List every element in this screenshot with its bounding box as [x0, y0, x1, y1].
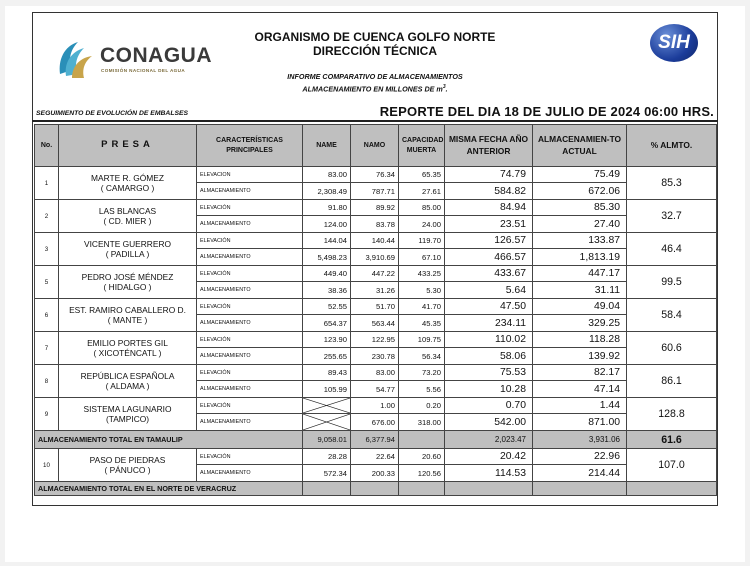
name-value: 654.37: [303, 315, 351, 332]
dam-name: PASO DE PIEDRAS ( PÁNUCO ): [59, 449, 197, 482]
dam-name: VICENTE GUERRERO ( PADILLA ): [59, 233, 197, 266]
pct-value: 85.3: [627, 167, 717, 200]
anterior-value: 74.79: [445, 167, 533, 183]
namo-value: 54.77: [351, 381, 399, 398]
dam-name: EST. RAMIRO CABALLERO D. ( MANTE ): [59, 299, 197, 332]
units-title: ALMACENAMIENTO EN MILLONES DE $m^3$.: [302, 84, 448, 94]
muerta-value: 45.35: [399, 315, 445, 332]
table-row: [35, 365, 717, 381]
total-pct: 61.6: [627, 431, 717, 449]
total-tamaulipas-row: [35, 431, 717, 449]
col-anterior: MISMA FECHA AÑO ANTERIOR: [445, 125, 533, 167]
name-value: 89.43: [303, 365, 351, 381]
total-anterior: 2,023.47: [445, 431, 533, 449]
anterior-value: 10.28: [445, 381, 533, 398]
anterior-value: 234.11: [445, 315, 533, 332]
total-muerta-empty: [399, 431, 445, 449]
namo-value: 3,910.69: [351, 249, 399, 266]
actual-value: 85.30: [533, 200, 627, 216]
total-label: ALMACENAMIENTO TOTAL EN TAMAULIP: [35, 431, 303, 449]
dam-name: EMILIO PORTES GIL ( XICOTÉNCATL ): [59, 332, 197, 365]
table-row: [35, 200, 717, 216]
sih-logo: [648, 24, 700, 64]
muerta-value: 5.30: [399, 282, 445, 299]
row-kind: ALMACENAMIENTO: [197, 282, 303, 299]
pct-value: 60.6: [627, 332, 717, 365]
muerta-value: 109.75: [399, 332, 445, 348]
name-value: 449.40: [303, 266, 351, 282]
actual-value: 118.28: [533, 332, 627, 348]
anterior-value: 433.67: [445, 266, 533, 282]
anterior-value: 58.06: [445, 348, 533, 365]
dam-name: PEDRO JOSÉ MÉNDEZ ( HIDALGO ): [59, 266, 197, 299]
namo-value: 200.33: [351, 465, 399, 482]
namo-value: 1.00: [351, 398, 399, 414]
actual-value: 672.06: [533, 183, 627, 200]
col-namo: NAMO: [351, 125, 399, 167]
namo-value: 563.44: [351, 315, 399, 332]
name-value: 123.90: [303, 332, 351, 348]
row-kind: ELEVACIÓN: [197, 365, 303, 381]
table-row: [35, 233, 717, 249]
row-kind: ALMACENAMIENTO: [197, 315, 303, 332]
col-capacidad-muerta: CAPACIDAD MUERTA: [399, 125, 445, 167]
actual-value: 447.17: [533, 266, 627, 282]
pct-value: 99.5: [627, 266, 717, 299]
col-name: NAME: [303, 125, 351, 167]
actual-value: 139.92: [533, 348, 627, 365]
report-date: REPORTE DEL DIA 18 DE JULIO DE 2024 06:00 HRS.: [379, 104, 714, 119]
dam-name: LAS BLANCAS ( CD. MIER ): [59, 200, 197, 233]
dam-no: 8: [35, 365, 59, 398]
namo-value: 787.71: [351, 183, 399, 200]
namo-value: 447.22: [351, 266, 399, 282]
actual-value: 82.17: [533, 365, 627, 381]
anterior-value: 466.57: [445, 249, 533, 266]
muerta-value: 41.70: [399, 299, 445, 315]
row-kind: ELEVACIÓN: [197, 332, 303, 348]
name-value: 83.00: [303, 167, 351, 183]
anterior-value: 75.53: [445, 365, 533, 381]
actual-value: 214.44: [533, 465, 627, 482]
actual-value: 871.00: [533, 414, 627, 431]
anterior-value: 47.50: [445, 299, 533, 315]
actual-value: 1.44: [533, 398, 627, 414]
namo-value: 22.64: [351, 449, 399, 465]
anterior-value: 84.94: [445, 200, 533, 216]
reservoir-table: [34, 124, 717, 496]
name-value: 255.65: [303, 348, 351, 365]
actual-value: 27.40: [533, 216, 627, 233]
org-title: ORGANISMO DE CUENCA GOLFO NORTE: [254, 30, 496, 44]
actual-value: 329.25: [533, 315, 627, 332]
table-header: [35, 125, 717, 167]
pct-value: 32.7: [627, 200, 717, 233]
muerta-value: 20.60: [399, 449, 445, 465]
dam-no: 6: [35, 299, 59, 332]
anterior-value: 0.70: [445, 398, 533, 414]
muerta-value: 56.34: [399, 348, 445, 365]
name-value: 52.55: [303, 299, 351, 315]
namo-value: 89.92: [351, 200, 399, 216]
name-value: 38.36: [303, 282, 351, 299]
row-kind: ELEVACIÓN: [197, 266, 303, 282]
muerta-value: 65.35: [399, 167, 445, 183]
anterior-value: 542.00: [445, 414, 533, 431]
anterior-value: 5.64: [445, 282, 533, 299]
muerta-value: 120.56: [399, 465, 445, 482]
col-no: No.: [35, 125, 59, 167]
name-value: 91.80: [303, 200, 351, 216]
anterior-value: 110.02: [445, 332, 533, 348]
dam-no: 3: [35, 233, 59, 266]
anterior-value: 20.42: [445, 449, 533, 465]
name-value: 105.99: [303, 381, 351, 398]
namo-value: 31.26: [351, 282, 399, 299]
anterior-value: 126.57: [445, 233, 533, 249]
actual-value: 49.04: [533, 299, 627, 315]
pct-value: 128.8: [627, 398, 717, 431]
row-kind: ELEVACIÓN: [197, 200, 303, 216]
section-label: SEGUIMIENTO DE EVOLUCIÓN DE EMBALSES: [36, 110, 189, 117]
namo-value: 140.44: [351, 233, 399, 249]
col-caracteristicas: CARACTERÍSTICAS PRINCIPALES: [197, 125, 303, 167]
total-veracruz-label: ALMACENAMIENTO TOTAL EN EL NORTE DE VERACRUZ: [35, 482, 303, 496]
actual-value: 75.49: [533, 167, 627, 183]
table-row: [35, 167, 717, 183]
actual-value: 47.14: [533, 381, 627, 398]
muerta-value: 5.56: [399, 381, 445, 398]
namo-value: 230.78: [351, 348, 399, 365]
anterior-value: 114.53: [445, 465, 533, 482]
dam-no: 9: [35, 398, 59, 431]
pct-value: 46.4: [627, 233, 717, 266]
row-kind: ALMACENAMIENTO: [197, 249, 303, 266]
name-value: 2,308.49: [303, 183, 351, 200]
row-kind: ELEVACIÓN: [197, 398, 303, 414]
row-kind: ALMACENAMIENTO: [197, 216, 303, 233]
name-value: 572.34: [303, 465, 351, 482]
namo-value: 76.34: [351, 167, 399, 183]
name-value: 5,498.23: [303, 249, 351, 266]
conagua-brand: CONAGUA: [100, 44, 212, 67]
table-row: [35, 449, 717, 465]
row-kind: ALMACENAMIENTO: [197, 183, 303, 200]
conagua-logo: [54, 36, 214, 86]
dam-no: 7: [35, 332, 59, 365]
report-title: INFORME COMPARATIVO DE ALMACENAMIENTOS: [287, 72, 463, 81]
row-kind: ALMACENAMIENTO: [197, 381, 303, 398]
header-divider: [32, 120, 718, 122]
table-row: [35, 299, 717, 315]
table-row: [35, 332, 717, 348]
conagua-wave-icon: [54, 36, 98, 80]
dam-no: 1: [35, 167, 59, 200]
namo-value: 122.95: [351, 332, 399, 348]
anterior-value: 23.51: [445, 216, 533, 233]
dam-no: 10: [35, 449, 59, 482]
name-empty: [303, 398, 351, 414]
total-name: 9,058.01: [303, 431, 351, 449]
dam-no: 2: [35, 200, 59, 233]
namo-value: 676.00: [351, 414, 399, 431]
sih-text: SIH: [658, 32, 690, 53]
pct-value: 58.4: [627, 299, 717, 332]
namo-value: 83.78: [351, 216, 399, 233]
muerta-value: 119.70: [399, 233, 445, 249]
muerta-value: 0.20: [399, 398, 445, 414]
muerta-value: 24.00: [399, 216, 445, 233]
name-value: 28.28: [303, 449, 351, 465]
muerta-value: 73.20: [399, 365, 445, 381]
name-value: 144.04: [303, 233, 351, 249]
table-row: [35, 398, 717, 414]
namo-value: 83.00: [351, 365, 399, 381]
dam-no: 5: [35, 266, 59, 299]
col-actual: ALMACENAMIEN-TO ACTUAL: [533, 125, 627, 167]
actual-value: 22.96: [533, 449, 627, 465]
namo-value: 51.70: [351, 299, 399, 315]
pct-value: 107.0: [627, 449, 717, 482]
col-presa: PRESA: [59, 125, 197, 167]
name-empty: [303, 414, 351, 431]
actual-value: 133.87: [533, 233, 627, 249]
pct-value: 86.1: [627, 365, 717, 398]
row-kind: ALMACENAMIENTO: [197, 414, 303, 431]
name-value: 124.00: [303, 216, 351, 233]
dam-name: MARTE R. GÓMEZ ( CAMARGO ): [59, 167, 197, 200]
row-kind: ELEVACIÓN: [197, 299, 303, 315]
dam-name: REPÚBLICA ESPAÑOLA ( ALDAMA ): [59, 365, 197, 398]
muerta-value: 318.00: [399, 414, 445, 431]
row-kind: ELEVACION: [197, 167, 303, 183]
table-body: [35, 167, 717, 496]
row-kind: ELEVACIÓN: [197, 233, 303, 249]
muerta-value: 85.00: [399, 200, 445, 216]
total-veracruz-row: [35, 482, 717, 496]
actual-value: 1,813.19: [533, 249, 627, 266]
table-row: [35, 266, 717, 282]
total-namo: 6,377.94: [351, 431, 399, 449]
row-kind: ALMACENAMIENTO: [197, 465, 303, 482]
muerta-value: 27.61: [399, 183, 445, 200]
total-actual: 3,931.06: [533, 431, 627, 449]
row-kind: ALMACENAMIENTO: [197, 348, 303, 365]
dept-title: DIRECCIÓN TÉCNICA: [312, 44, 437, 58]
row-kind: ELEVACIÓN: [197, 449, 303, 465]
col-pct: % ALMTO.: [627, 125, 717, 167]
dam-name: SISTEMA LAGUNARIO (TAMPICO): [59, 398, 197, 431]
muerta-value: 433.25: [399, 266, 445, 282]
actual-value: 31.11: [533, 282, 627, 299]
anterior-value: 584.82: [445, 183, 533, 200]
muerta-value: 67.10: [399, 249, 445, 266]
conagua-subtitle: COMISIÓN NACIONAL DEL AGUA: [101, 68, 186, 73]
